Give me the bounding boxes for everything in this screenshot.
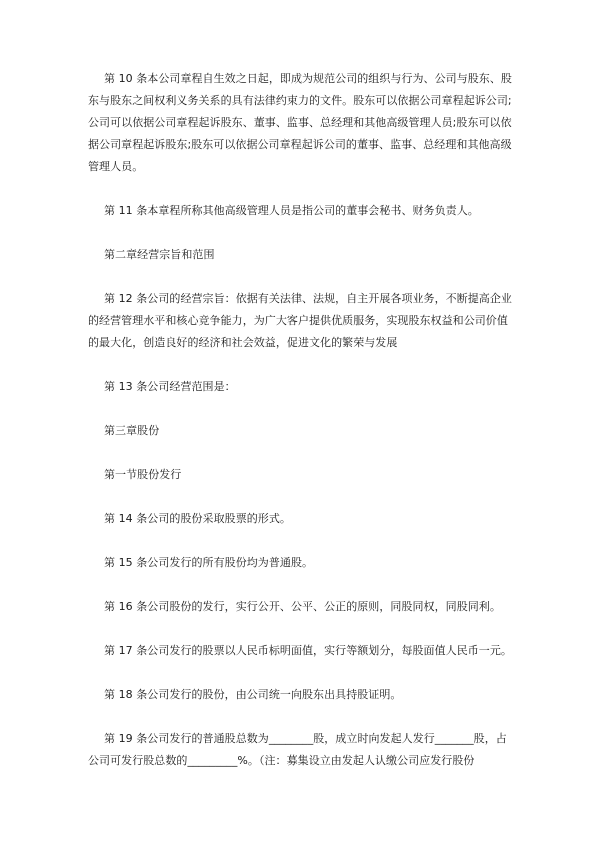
article-17-paragraph: 第 17 条公司发行的股票以人民币标明面值，实行等额划分，每股面值人民币一元。 [104,644,512,657]
article-11-paragraph: 第 11 条本章程所称其他高级管理人员是指公司的董事会秘书、财务负责人。 [104,204,479,217]
article-18-paragraph: 第 18 条公司发行的股份，由公司统一向股东出具持股证明。 [104,688,402,701]
article-16-paragraph: 第 16 条公司股份的发行，实行公开、公平、公正的原则，同股同权，同股同利。 [104,600,501,613]
article-13-paragraph: 第 13 条公司经营范围是： [104,380,236,393]
document-body [88,68,512,794]
chapter-3-heading: 第三章股份 [104,424,160,437]
chapter-2-heading: 第二章经营宗旨和范围 [104,248,215,261]
article-15-paragraph: 第 15 条公司发行的所有股份均为普通股。 [104,556,314,569]
article-12-paragraph: 第 12 条公司的经营宗旨：依据有关法律、法规，自主开展各项业务，不断提高企业的经营管理水平和核心竞争能力，为广大客户提供优质服务，实现股东权益和公司价值的最大化，创造良好的经济和社会效益，促进文化的繁荣与发展 [88,292,512,349]
article-10-paragraph: 第 10 条本公司章程自生效之日起，即成为规范公司的组织与行为、公司与股东、股东与股东之间权利义务关系的具有法律约束力的文件。股东可以依据公司章程起诉公司;公司可以依据公司章程起诉股东、董事、监事、总经理和其他高级管理人员;股东可以依据公司章程起诉股东;股东可以依据公司章程起诉公司的董事、监事、总经理和其他高级管理人员。 [88,72,512,173]
article-14-paragraph: 第 14 条公司的股份采取股票的形式。 [104,512,291,525]
article-19-paragraph: 第 19 条公司发行的普通股总数为________股，成立时向发起人发行_______股，占公司可发行股总数的_________%。（注：募集设立由发起人认缴公司应发行股份 [88,732,507,767]
section-1-heading: 第一节股份发行 [104,468,182,481]
